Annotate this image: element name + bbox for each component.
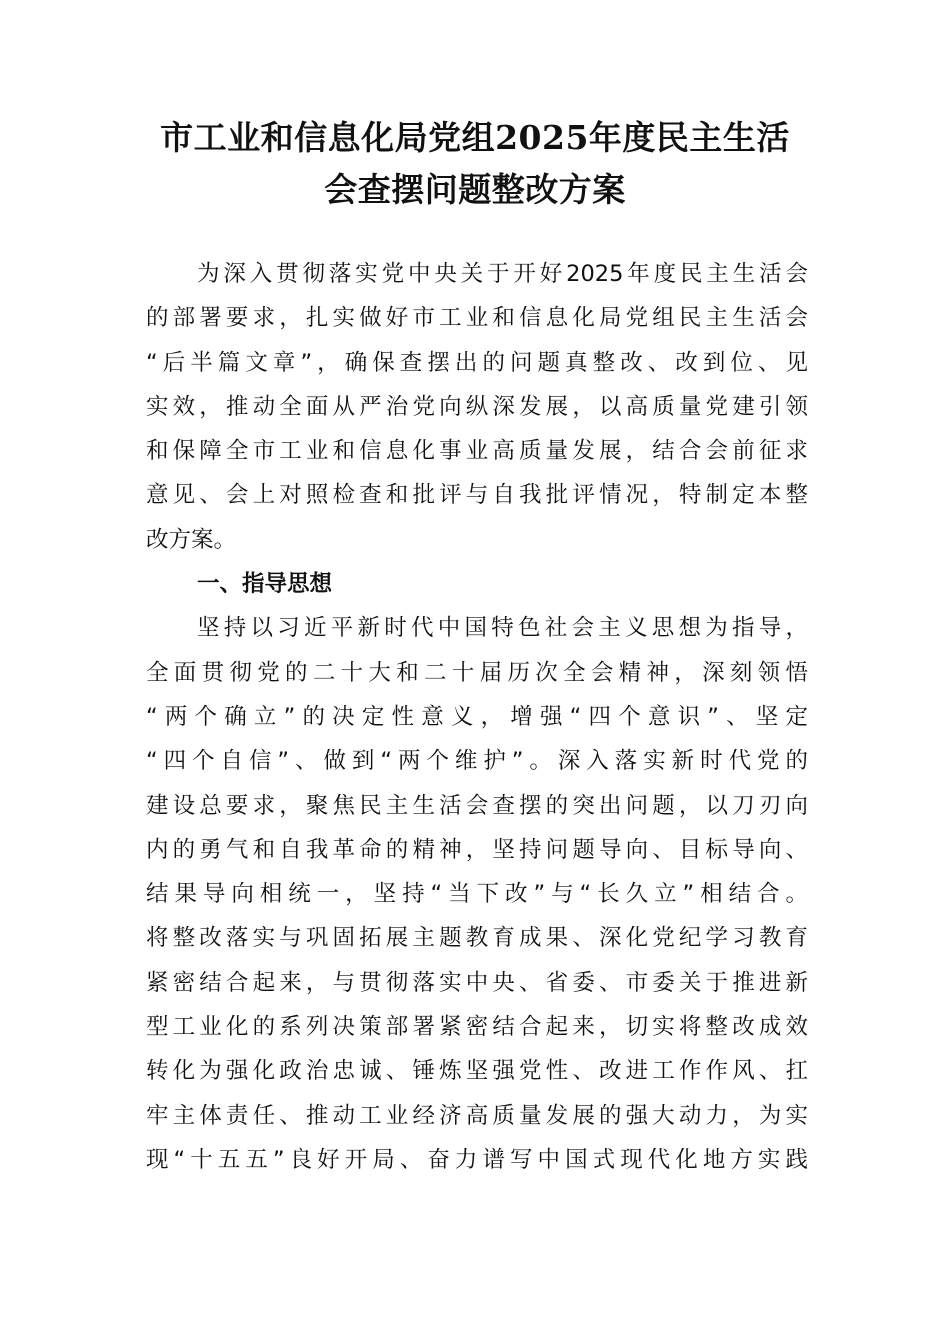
paragraph-line: 结果导向相统一，坚持“当下改”与“长久立”相结合。 [146, 881, 808, 908]
section1-paragraph [146, 606, 808, 1182]
section-heading: 一、指导思想 [197, 571, 333, 598]
paragraph-line: 的部署要求，扎实做好市工业和信息化局党组民主生活会 [146, 305, 808, 332]
paragraph-line: 内的勇气和自我革命的精神，坚持问题导向、目标导向、 [146, 836, 808, 863]
title-line: 会查摆问题整改方案 [324, 170, 626, 209]
paragraph-line: 坚持以习近平新时代中国特色社会主义思想为指导， [197, 615, 808, 642]
paragraph-line: 意见、会上对照检查和批评与自我批评情况，特制定本整 [146, 482, 808, 509]
paragraph-line: 将整改落实与巩固拓展主题教育成果、深化党纪学习教育 [146, 925, 808, 952]
paragraph-line: 牢主体责任、推动工业经济高质量发展的强大动力，为实 [146, 1102, 808, 1129]
title-line: 市工业和信息化局党组2025年度民主生活 [160, 118, 790, 157]
paragraph-line: 转化为强化政治忠诚、锤炼坚强党性、改进工作作风、扛 [146, 1058, 808, 1085]
paragraph-line: “两个确立”的决定性意义，增强“四个意识”、坚定 [146, 703, 808, 730]
paragraph-line: 现“十五五”良好开局、奋力谱写中国式现代化地方实践 [146, 1146, 808, 1173]
paragraph-line: “后半篇文章”，确保查摆出的问题真整改、改到位、见 [146, 349, 808, 376]
document-title [140, 112, 810, 216]
paragraph-line: 改方案。 [146, 526, 237, 553]
paragraph-line: 和保障全市工业和信息化事业高质量发展，结合会前征求 [146, 438, 808, 465]
document-body [146, 252, 808, 1182]
paragraph-line: 全面贯彻党的二十大和二十届历次全会精神，深刻领悟 [146, 659, 808, 686]
paragraph-line: 紧密结合起来，与贯彻落实中央、省委、市委关于推进新 [146, 969, 808, 996]
paragraph-line: 实效，推动全面从严治党向纵深发展，以高质量党建引领 [146, 393, 808, 420]
intro-paragraph [146, 252, 808, 562]
paragraph-line: “四个自信”、做到“两个维护”。深入落实新时代党的 [146, 748, 808, 775]
paragraph-line: 为深入贯彻落实党中央关于开好2025年度民主生活会 [197, 261, 808, 287]
paragraph-line: 型工业化的系列决策部署紧密结合起来，切实将整改成效 [146, 1014, 808, 1041]
paragraph-line: 建设总要求，聚焦民主生活会查摆的突出问题，以刀刃向 [146, 792, 808, 819]
